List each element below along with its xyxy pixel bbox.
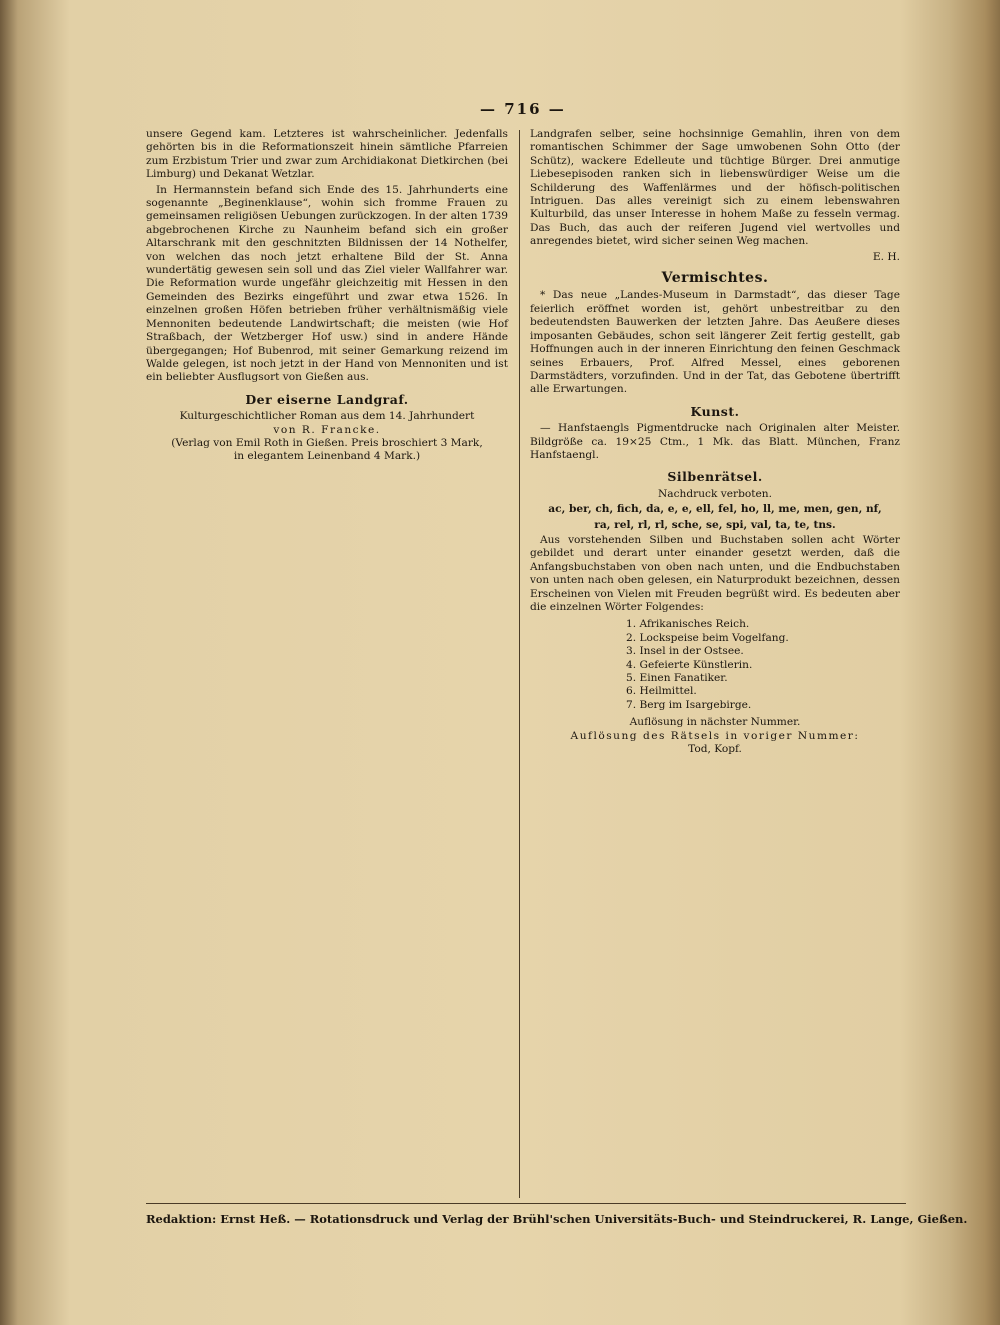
puzzle-item: 1. Afrikanisches Reich.	[626, 618, 750, 631]
puzzle-text: Aus vorstehenden Silben und Buchstaben sollen acht Wörter gebildet und derart unter einander gesetzt werden, daß die Anfangsbuchstaben von oben nach unten, und die Endbuchstaben von unten nach oben gelesen, ein Naturprodukt bezeichnen, dessen Erscheinen von Vielen mit Freuden begrüßt wird. Es bedeuten aber die einzelnen Wörter Folgendes:	[530, 533, 900, 613]
column-divider	[519, 130, 520, 1198]
right-paragraph-1: Landgrafen selber, seine hochsinnige Gemahlin, ihren von dem romantischen Schimmer der Sage umwobenen Sohn Otto (der Schütz), wackere Edelleute und tüchtige Bürger. Drei anmutige Liebesepisoden ranken sich in liebenswürdiger Weise um die Schilderung des Waffenlärmes und der höfisch-politischen Intriguen. Das alles vereinigt sich zu einem lebenswahren Kulturbild, das unser Interesse in hohem Maße zu fesseln vermag. Das Buch, das auch der reiferen Jugend viel wertvolles und anregendes bietet, wird sicher seinen Weg machen.	[530, 128, 900, 248]
puzzle-item: 4. Gefeierte Künstlerin.	[626, 658, 753, 671]
puzzle-item: 2. Lockspeise beim Vogelfang.	[626, 631, 789, 644]
art-paragraph: — Hanfstaengls Pigmentdrucke nach Originalen alter Meister. Bildgröße ca. 19×25 Ctm., 1 Mk. das Blatt. München, Franz Hanfstaengl.	[530, 422, 900, 461]
solution-title: Auflösung des Rätsels in voriger Nummer:	[570, 729, 860, 742]
puzzle-item: 7. Berg im Isargebirge.	[626, 698, 752, 711]
review-subtitle-2: von R. Francke.	[273, 423, 381, 436]
puzzle-item: 6. Heilmittel.	[626, 685, 697, 698]
signature-1: E. H.	[872, 250, 900, 263]
right-column	[530, 128, 900, 756]
puzzle-item: 3. Insel in der Ostsee.	[626, 645, 744, 658]
puzzle-note: Nachdruck verboten.	[658, 487, 772, 500]
page-number: — 716 —	[480, 100, 566, 118]
art-title: Kunst.	[690, 403, 740, 419]
review-publisher-1: (Verlag von Emil Roth in Gießen. Preis broschiert 3 Mark,	[171, 436, 483, 449]
puzzle-title: Silbenrätsel.	[667, 469, 763, 485]
review-publisher-2: in elegantem Leinenband 4 Mark.)	[233, 450, 421, 463]
puzzle-list	[626, 618, 900, 712]
puzzle-item: 5. Einen Fanatiker.	[626, 672, 728, 685]
imprint-footer: Redaktion: Ernst Heß. — Rotationsdruck und Verlag der Brühl'schen Universitäts-Buch- und Steindruckerei, R. Lange, Gießen.	[146, 1212, 968, 1226]
puzzle-syllables-2: ra, rel, rl, rl, sche, se, spi, val, ta, te, tns.	[594, 518, 836, 531]
review-subtitle-1: Kulturgeschichtlicher Roman aus dem 14. Jahrhundert	[179, 410, 475, 423]
misc-paragraph: * Das neue „Landes-Museum in Darmstadt“, das dieser Tage feierlich eröffnet worden ist, gehört unbestreitbar zu den bedeutendsten Bauwerken der letzten Jahre. Das Aeußere dieses imposanten Gebäudes, schon seit längerer Zeit fertig gestellt, gab Hoffnungen auch in der inneren Einrichtung den feinen Geschmack seines Erbauers, Prof. Alfred Messel, eines geborenen Darmstädters, vorzufinden. Und in der Tat, das Gebotene übertrifft alle Erwartungen.	[530, 289, 900, 396]
left-paragraph-1: unsere Gegend kam. Letzteres ist wahrscheinlicher. Jedenfalls gehörten bis in die Reformationszeit hinein sämtliche Pfarreien zum Erzbistum Trier und zwar zum Archidiakonat Dietkirchen (bei Limburg) und Dekanat Wetzlar.	[146, 128, 508, 181]
puzzle-footer: Auflösung in nächster Nummer.	[629, 716, 801, 729]
misc-title: Vermischtes.	[661, 270, 769, 287]
puzzle-syllables-1: ac, ber, ch, fich, da, e, e, ell, fel, ho, ll, me, men, gen, nf,	[548, 503, 882, 516]
footer-rule	[146, 1203, 906, 1204]
left-column	[146, 128, 508, 464]
left-paragraph-2: In Hermannstein befand sich Ende des 15. Jahrhunderts eine sogenannte „Beginenklause“, wohin sich fromme Frauen zu gemeinsamen religiösen Uebungen zurückzogen. In der alten 1739 abgebrochenen Kirche zu Naunheim befand sich ein großer Altarschrank mit den geschnitzten Bildnissen der 14 Nothelfer, von welchen das noch jetzt erhaltene Bild der St. Anna wundertätig gewesen sein soll und das Ziel vieler Wallfahrer war. Die Reformation wurde ungefähr gleichzeitig mit Hessen in den Gemeinden des Bezirks eingeführt und zwar etwa 1526. In einzelnen großen Höfen betrieben früher verhältnismäßig viele Mennoniten bedeutende Landwirtschaft; die meisten (wie Hof Straßbach, der Wetzberger Hof usw.) sind in andere Hände übergegangen; Hof Bubenrod, mit seiner Gemarkung reizend im Walde gelegen, ist noch jetzt in der Hand von Mennoniten und ist ein beliebter Ausflugsort von Gießen aus.	[146, 183, 508, 384]
solution-text: Tod, Kopf.	[688, 743, 742, 756]
review-title: Der eiserne Landgraf.	[245, 391, 409, 407]
